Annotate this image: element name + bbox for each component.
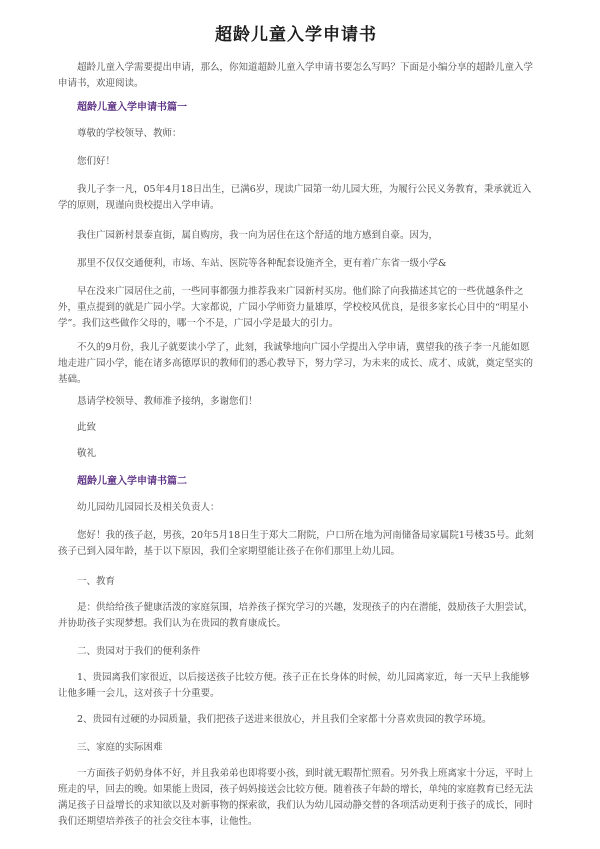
p1-closing: 此致 <box>77 422 97 433</box>
p2-subheading: 二、贵园对于我们的便利条件 <box>77 646 201 657</box>
p1-paragraph: 我住广园新村景泰直街，属自购房，我一向为居住在这个舒适的地方感到自豪。因为， <box>77 230 439 241</box>
p2-block-8 <box>58 766 534 830</box>
p2-block-7 <box>58 740 534 756</box>
p1-block-2 <box>58 182 534 214</box>
p1-paragraph: 早在没来广园居住之前，一些同事都强力推荐我来广园新村买房。他们除了向我描述其它的一些优越条件之外，重点提到的就是广园小学。大家都说，广园小学师资力量雄厚，学校校风优良，是很多家长心目中的“明星小学”。我们这些做作父母的，哪一个不是，广园小学是最大的引力。 <box>58 286 529 329</box>
p2-block-0 <box>58 500 534 516</box>
p1-paragraph: 我儿子李一凡，05年4月18日出生，已满6岁，现读广园第一幼儿园大班，为履行公民义务教育，秉承就近入学的原则，现谨向贵校提出入学申请。 <box>58 184 532 211</box>
p1-closing: 敬礼 <box>77 448 97 459</box>
p1-paragraph: 恳请学校领导、教师准予接纳，多谢您们！ <box>77 396 258 407</box>
p1-block-6 <box>58 340 534 388</box>
document-title: 超龄儿童入学申请书 <box>215 25 377 45</box>
part2-heading: 超龄儿童入学申请书篇二 <box>77 476 187 487</box>
p1-block-1 <box>58 154 534 170</box>
p2-paragraph: 您好！我的孩子赵，男孩，20年5月18日生于郑大二附院，户口所在地为河南储备局家属院1号楼35号。此刻孩子已到入园年龄，基于以下原因，我们全家期望能让孩子在你们那里上幼儿园。 <box>58 530 534 557</box>
p2-block-2 <box>58 574 534 590</box>
p2-block-4 <box>58 644 534 660</box>
p1-paragraph: 那里不仅仅交通便利，市场、车站、医院等各种配套设施齐全，更有着广东省一级小学& <box>77 258 447 269</box>
p1-block-5 <box>58 284 534 332</box>
p2-subheading: 三、家庭的实际困难 <box>77 742 163 753</box>
p1-block-7 <box>58 394 534 410</box>
p2-block-3 <box>58 600 534 632</box>
p2-paragraph: 1、贵园离我们家很近，以后接送孩子比较方便。孩子正在长身体的时候，幼儿园离家近，每一天早上我能够让他多睡一会儿，这对孩子十分重要。 <box>58 672 530 699</box>
p2-block-6 <box>58 712 534 728</box>
part2-heading-block <box>58 474 534 490</box>
p2-paragraph: 2、贵园有过硬的办园质量，我们把孩子送进来很放心，并且我们全家都十分喜欢贵园的教学环境。 <box>77 714 492 725</box>
p1-block-0 <box>58 126 534 142</box>
p1-block-3 <box>58 228 534 244</box>
p1-greeting: 您们好！ <box>77 156 116 167</box>
p1-block-9 <box>58 446 534 462</box>
p2-salutation: 幼儿园幼儿园园长及相关负责人： <box>77 502 220 513</box>
intro-paragraph: 超龄儿童入学需要提出申请，那么，你知道超龄儿童入学申请书要怎么写吗？下面是小编分享的超龄儿童入学申请书，欢迎阅读。 <box>58 62 534 89</box>
p2-block-1 <box>58 528 534 560</box>
p1-paragraph: 不久的9月份，我儿子就要读小学了，此刻，我诚挚地向广园小学提出入学申请，冀望我的孩子李一凡能如愿地走进广园小学，能在诸多高德厚识的教师们的悉心教导下，努力学习，为未来的成长、成才、成就，奠定坚实的基础。 <box>58 342 534 385</box>
p1-block-4 <box>58 256 534 272</box>
p2-paragraph: 是：供给给孩子健康活泼的家庭氛围，培养孩子探究学习的兴趣，发现孩子的内在潜能，鼓励孩子大胆尝试，并协助孩子实现梦想。我们认为在贵园的教育康成长。 <box>58 602 534 629</box>
p2-block-5 <box>58 670 534 702</box>
part1-heading: 超龄儿童入学申请书篇一 <box>77 102 187 113</box>
intro-block <box>58 60 534 92</box>
p2-paragraph: 一方面孩子奶奶身体不好，并且我弟弟也即将要小孩，到时就无暇帮忙照看。另外我上班离家十分远，平时上班走的早，回去的晚。如果能上贵园，孩子妈妈接送会比较方便。随着孩子年龄的增长，单纯的家庭教育已经无法满足孩子日益增长的求知欲以及对新事物的探索欲，我们认为幼儿园动静交替的各项活动更利于孩子的成长，同时我们还期望培养孩子的社会交往本事，让他性。 <box>58 768 534 827</box>
p1-block-8 <box>58 420 534 436</box>
part1-heading-block <box>58 100 534 116</box>
p1-salutation: 尊敬的学校领导、教师： <box>77 128 182 139</box>
p2-subheading: 一、教育 <box>77 576 116 587</box>
